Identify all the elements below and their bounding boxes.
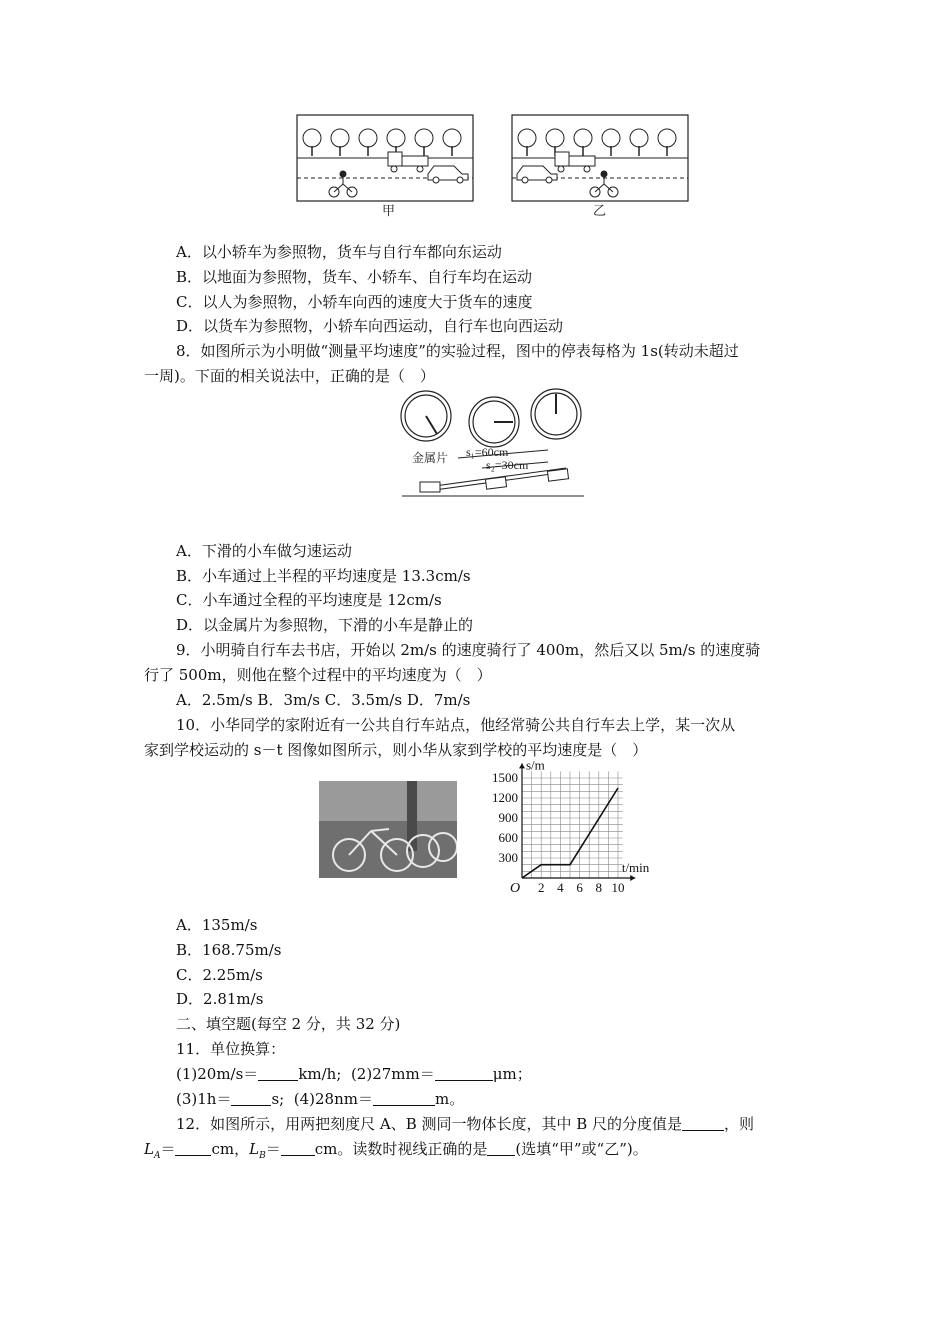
q8-option-a: A．下滑的小车做匀速运动 [176,542,352,560]
scene-yi [512,115,688,218]
x-axis-label: t/min [621,860,650,875]
la-equals: ＝ [160,1140,176,1158]
y-tick-label: 300 [498,850,518,865]
q11-line2 [176,1089,464,1109]
q10-stem-line1: 10．小华同学的家附近有一公共自行车站点，他经常骑公共自行车去上学，某一次从 [176,716,736,734]
q8-stem-line1: 8．如图所示为小明做“测量平均速度”的实验过程，图中的停表每格为 1s(转动未超过 [176,342,739,360]
s1-label: s₁=60cm [466,445,509,459]
q12-line2 [144,1139,648,1166]
lb-symbol: L [249,1140,260,1158]
incline-ramp [402,468,584,496]
y-tick-label: 900 [498,810,518,825]
motion-scene-figure [296,114,690,222]
q11-p4-blank[interactable] [373,1091,435,1106]
stopwatch-icon [531,389,581,439]
origin-label: O [510,881,521,896]
la-subscript: A [153,1151,161,1161]
q9-options: A．2.5m/s B．3m/s C．3.5m/s D．7m/s [176,691,471,709]
q11-p2-prefix: (2)27mm＝ [350,1065,435,1083]
q10-option-b: B．168.75m/s [176,941,282,959]
q11-p1-prefix: (1)20m/s＝ [176,1065,259,1083]
q11-p1-unit: km/h; [298,1065,342,1083]
x-tick-label: 8 [595,880,603,895]
q11-p3-prefix: (3)1h＝ [176,1090,232,1108]
q12-line1 [176,1114,754,1134]
y-axis-arrow [519,763,525,768]
x-axis-arrow [630,875,635,881]
la-symbol: L [144,1140,154,1158]
stopwatch-icon [469,397,519,447]
incline-stopwatch-figure [398,386,588,500]
stopwatch-icon [401,391,451,441]
s-t-graph [480,760,670,896]
y-axis-label: s/m [526,760,545,773]
q12-lb-blank[interactable] [281,1141,315,1156]
q12-sight-blank[interactable] [487,1141,515,1156]
q11-p2-blank[interactable] [435,1066,493,1081]
q7-option-b: B．以地面为参照物，货车、小轿车、自行车均在运动 [176,268,533,286]
y-tick-label: 1500 [492,770,518,785]
s2-label: s₂=30cm [486,458,529,472]
q11-p1-blank[interactable] [258,1066,298,1081]
x-tick-label: 4 [557,880,564,895]
metal-plate-label: 金属片 [412,451,449,465]
q11-stem: 11．单位换算： [176,1040,286,1058]
lb-subscript: B [259,1151,266,1161]
q11-p3-blank[interactable] [231,1091,271,1106]
x-tick-label: 6 [576,880,583,895]
q8-stem-line2: 一周)。下面的相关说法中，正确的是（ ） [144,367,435,385]
q8-option-c: C．小车通过全程的平均速度是 12cm/s [176,591,442,609]
q9-stem-line1: 9．小明骑自行车去书店，开始以 2m/s 的速度骑行了 400m，然后又以 5m/s 的速度骑 [176,641,761,659]
scene-jia [297,115,473,218]
q11-p3-unit: s; [271,1090,285,1108]
q8-option-d: D．以金属片为参照物，下滑的小车是静止的 [176,616,474,634]
q11-line1 [176,1064,532,1084]
x-tick-label: 10 [611,880,625,895]
q12-division-blank[interactable] [682,1116,724,1131]
q7-option-a: A．以小轿车为参照物，货车与自行车都向东运动 [176,243,502,261]
q9-stem-line2: 行了 500m，则他在整个过程中的平均速度为（ ） [144,666,492,684]
q10-option-a: A．135m/s [176,916,258,934]
q11-p4-prefix: (4)28nm＝ [293,1090,373,1108]
q8-option-b: B．小车通过上半程的平均速度是 13.3cm/s [176,567,471,585]
q10-stem-line2: 家到学校运动的 s－t 图像如图所示，则小华从家到学校的平均速度是（ ） [144,741,648,759]
q10-option-d: D．2.81m/s [176,990,264,1008]
q10-option-c: C．2.25m/s [176,966,263,984]
y-tick-label: 1200 [492,790,518,805]
q11-p2-unit: μm； [492,1065,532,1083]
q7-option-d: D．以货车为参照物，小轿车向西运动，自行车也向西运动 [176,317,564,335]
la-unit: cm， [211,1140,250,1158]
lb-equals: ＝ [265,1140,281,1158]
section2-title: 二、填空题(每空 2 分，共 32 分) [176,1015,401,1033]
label-yi: 乙 [593,203,607,218]
q12-stem: 12．如图所示，用两把刻度尺 A、B 测同一物体长度，其中 B 尺的分度值是 [176,1115,683,1133]
q7-option-c: C．以人为参照物，小轿车向西的速度大于货车的速度 [176,293,533,311]
bicycle-photo [319,781,457,878]
label-jia: 甲 [382,203,396,218]
q12-la-blank[interactable] [175,1141,211,1156]
y-tick-label: 600 [498,830,518,845]
q11-p4-unit: m。 [435,1090,465,1108]
lb-unit: cm。读数时视线正确的是 [314,1140,488,1158]
x-tick-label: 2 [537,880,545,895]
q12-stem-tail: ，则 [724,1115,755,1133]
q12-tail: (选填“甲”或“乙”)。 [515,1140,648,1158]
